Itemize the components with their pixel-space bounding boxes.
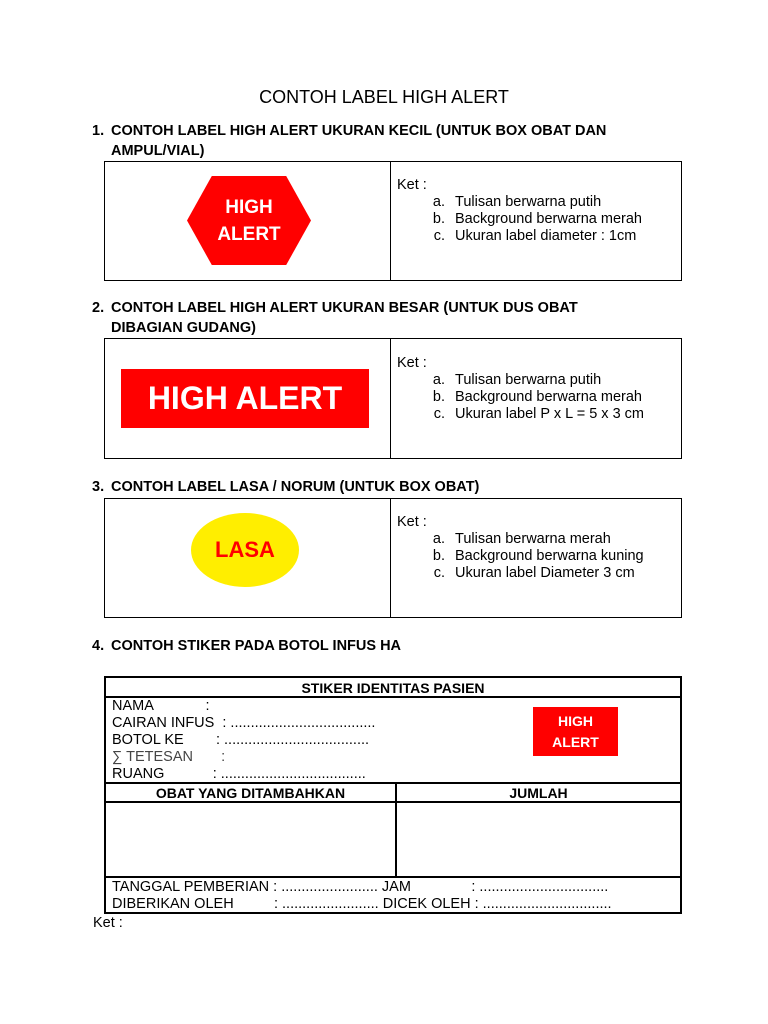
section-3-heading bbox=[92, 477, 652, 497]
ket-list-2 bbox=[397, 355, 644, 423]
field-nama: NAMA : bbox=[112, 698, 210, 714]
ket-item: b. Background berwarna merah bbox=[449, 389, 644, 406]
footer-tanggal-pemberian: TANGGAL PEMBERIAN : ........................ JAM : ................................ bbox=[112, 879, 609, 895]
table-rule bbox=[106, 801, 680, 803]
section-number: 3. bbox=[92, 479, 105, 495]
ket-item: a. Tulisan berwarna putih bbox=[449, 372, 644, 389]
column-divider bbox=[395, 782, 397, 878]
section-heading-line1: CONTOH LABEL HIGH ALERT UKURAN BESAR (UNTUK DUS OBAT bbox=[111, 300, 578, 316]
stiker-header: STIKER IDENTITAS PASIEN bbox=[301, 680, 485, 696]
column-divider bbox=[390, 339, 391, 458]
field-ruang: RUANG : .................................... bbox=[112, 766, 366, 782]
ket-list-3 bbox=[397, 514, 644, 582]
label-line2: ALERT bbox=[552, 733, 599, 750]
section-heading-line1: CONTOH LABEL LASA / NORUM (UNTUK BOX OBAT) bbox=[111, 479, 480, 495]
section-number: 1. bbox=[92, 123, 105, 139]
ket-item: a. Tulisan berwarna merah bbox=[449, 531, 644, 548]
label-line1: HIGH bbox=[225, 197, 273, 218]
high-alert-sticker-label bbox=[533, 707, 618, 756]
ket-label: Ket : bbox=[397, 514, 427, 530]
ket-label: Ket : bbox=[397, 355, 427, 371]
high-alert-rectangle-label: HIGH ALERT bbox=[121, 369, 369, 428]
footer-diberikan-oleh: DIBERIKAN OLEH : ........................ DICEK OLEH : ................................ bbox=[112, 896, 612, 912]
ket-label: Ket : bbox=[397, 177, 427, 193]
col-header-jumlah: JUMLAH bbox=[509, 785, 568, 801]
col-header-obat: OBAT YANG DITAMBAHKAN bbox=[155, 785, 346, 801]
section-heading-line2: DIBAGIAN GUDANG) bbox=[111, 320, 256, 336]
ket-item: a. Tulisan berwarna putih bbox=[449, 194, 642, 211]
ket-item: b. Background berwarna kuning bbox=[449, 548, 644, 565]
section-2-heading bbox=[92, 298, 652, 338]
ket-item: c. Ukuran label diameter : 1cm bbox=[449, 228, 642, 245]
lasa-ellipse-label: LASA bbox=[191, 513, 299, 587]
field-botol-ke: BOTOL KE : .................................... bbox=[112, 732, 370, 748]
section-number: 4. bbox=[92, 638, 105, 654]
section-heading-line2: AMPUL/VIAL) bbox=[111, 143, 205, 159]
high-alert-hexagon-label bbox=[187, 194, 311, 248]
table-rule bbox=[106, 876, 680, 878]
section-4-heading bbox=[92, 636, 652, 656]
label-line1: HIGH bbox=[558, 712, 593, 729]
section-number: 2. bbox=[92, 300, 105, 316]
field-tetesan: ∑ TETESAN : bbox=[112, 749, 226, 765]
ket-bottom: Ket : bbox=[93, 915, 123, 931]
ket-item: c. Ukuran label P x L = 5 x 3 cm bbox=[449, 406, 644, 423]
ket-item: c. Ukuran label Diameter 3 cm bbox=[449, 565, 644, 582]
table-rule bbox=[106, 782, 680, 784]
column-divider bbox=[390, 162, 391, 280]
field-cairan-infus: CAIRAN INFUS : .................................... bbox=[112, 715, 376, 731]
ket-item: b. Background berwarna merah bbox=[449, 211, 642, 228]
section-1-heading bbox=[92, 121, 652, 161]
page-title: CONTOH LABEL HIGH ALERT bbox=[259, 87, 509, 107]
section-heading-line1: CONTOH STIKER PADA BOTOL INFUS HA bbox=[111, 638, 402, 654]
ket-list-1 bbox=[397, 177, 642, 245]
column-divider bbox=[390, 499, 391, 617]
label-line2: ALERT bbox=[217, 224, 281, 245]
section-heading-line1: CONTOH LABEL HIGH ALERT UKURAN KECIL (UNTUK BOX OBAT DAN bbox=[111, 123, 607, 139]
